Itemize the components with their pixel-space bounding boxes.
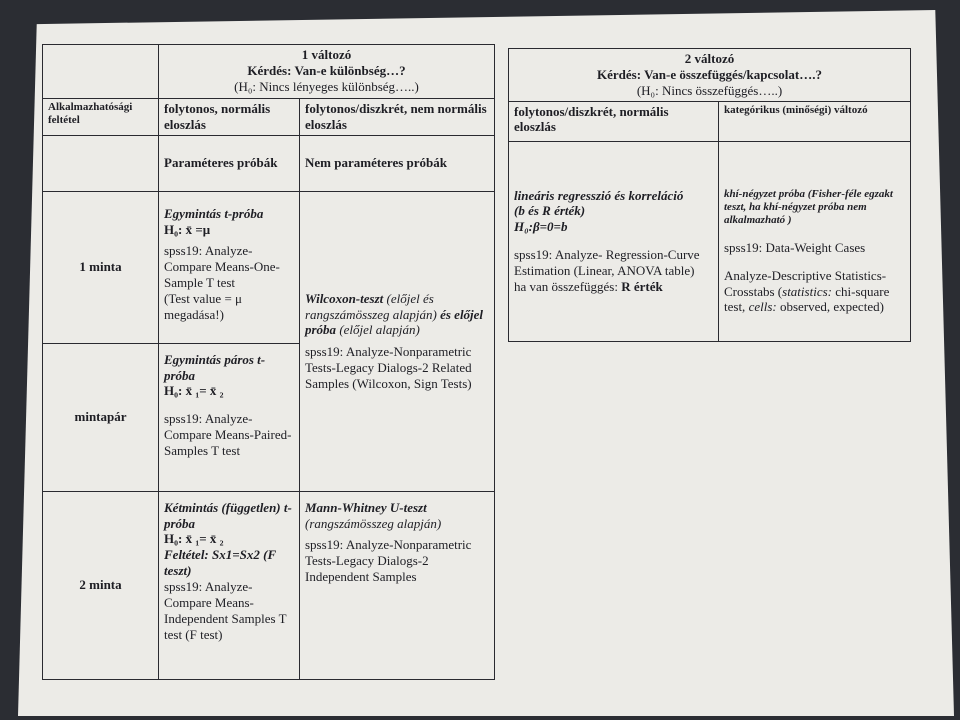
r1-param-cell <box>159 191 300 343</box>
alk-label: Alkalmazhatósági feltétel <box>43 99 159 136</box>
r3-h0: H₀: x̄ ₁= x̄ ₂ <box>164 531 224 547</box>
r1-h0: H₀: x̄ =μ <box>164 221 211 237</box>
empty-cell <box>43 135 159 191</box>
regression-spss: spss19: Analyze- Regression-Curve Estimation (Linear, ANOVA table) <box>514 247 700 279</box>
r2-h0: H₀: x̄ ₁= x̄ ₂ <box>164 383 224 399</box>
wilcoxon-and: és <box>440 306 451 322</box>
t2-header <box>509 49 911 102</box>
r1-note: (Test value = μ megadása!) <box>164 291 243 322</box>
wilcoxon-title: Wilcoxon-teszt <box>305 290 384 306</box>
sign-test-title: előjel próba <box>305 306 484 338</box>
mann-whitney-title: Mann-Whitney U-teszt <box>305 499 427 515</box>
t2-a-cell <box>509 141 719 341</box>
row-2-minta: 2 minta <box>43 491 159 679</box>
crosstabs-c: observed, expected) <box>776 299 884 315</box>
t2-b-cell <box>719 141 911 341</box>
r3-title: Kétmintás (független) t-próba <box>164 499 292 531</box>
r12-nonparam-cell <box>300 191 495 491</box>
r1-spss: spss19: Analyze-Compare Means-One-Sample T test <box>164 243 280 291</box>
regression-h0: H₀:β=0=b <box>514 219 568 235</box>
chi-square-title: khí-négyzet próba (Fisher-féle egzakt teszt, ha khí-négyzet próba nem alkalmazható ) <box>724 187 893 227</box>
r2-title: Egymintás páros t-próba <box>164 351 266 383</box>
t1-header <box>159 45 495 99</box>
r3-nonparam-cell <box>300 491 495 679</box>
t1-col-b: folytonos/diszkrét, nem normális eloszlás <box>300 99 495 136</box>
regression-if-bold: R érték <box>621 278 663 294</box>
sign-test-sub: (előjel alapján) <box>336 322 420 338</box>
crosstabs-b: chi-square test, <box>724 283 890 315</box>
regression-sub: (b és R érték) <box>514 203 586 219</box>
r12-spss: spss19: Analyze-Nonparametric Tests-Legacy Dialogs-2 Related Samples (Wilcoxon, Sign Tests) <box>305 344 472 391</box>
r2-spss: spss19: Analyze-Compare Means-Paired-Samples T test <box>164 411 292 459</box>
row-1-minta: 1 minta <box>43 191 159 343</box>
r1-title: Egymintás t-próba <box>164 205 264 221</box>
row-mintapar: mintapár <box>43 343 159 491</box>
param-label: Paraméteres próbák <box>159 135 300 191</box>
t2-col-b: kategórikus (minőségi) változó <box>719 101 911 141</box>
r3-condition: Feltétel: Sx1=Sx2 (F teszt) <box>164 547 276 579</box>
t1-h0: (H₀: Nincs lényeges különbség…..) <box>234 78 419 94</box>
t2-col-a: folytonos/diszkrét, normális eloszlás <box>509 101 719 141</box>
wilcoxon-sub: (előjel és rangszámösszeg alapján) <box>305 290 441 322</box>
t1-question: Kérdés: Van-e különbség…? <box>247 62 406 78</box>
chi-square-spss1: spss19: Data-Weight Cases <box>724 239 866 255</box>
mann-whitney-sub: (rangszámösszeg alapján) <box>305 515 442 531</box>
t1-col-a: folytonos, normális eloszlás <box>159 99 300 136</box>
r3-nonparam-spss: spss19: Analyze-Nonparametric Tests-Legacy Dialogs-2 Independent Samples <box>305 537 472 585</box>
t2-question: Kérdés: Van-e összefüggés/kapcsolat….? <box>597 66 822 82</box>
two-variable-table <box>508 48 911 342</box>
r3-param-cell <box>159 491 300 679</box>
regression-if: ha van összefüggés: <box>514 278 622 294</box>
empty-corner-cell <box>43 45 159 99</box>
t2-title: 2 változó <box>684 51 735 66</box>
crosstabs-stat: statistics: <box>782 283 832 299</box>
r3-spss: spss19: Analyze-Compare Means-Independent Samples T test (F test) <box>164 579 287 642</box>
regression-title: lineáris regresszió és korreláció <box>514 187 684 203</box>
one-variable-table <box>42 44 495 680</box>
t1-title: 1 változó <box>301 47 352 62</box>
r2-param-cell <box>159 343 300 491</box>
t2-h0: (H₀: Nincs összefüggés…..) <box>636 82 783 98</box>
crosstabs-cells: cells: <box>748 299 777 315</box>
crosstabs-a: Analyze-Descriptive Statistics-Crosstabs ( <box>724 267 887 299</box>
nonparam-label: Nem paraméteres próbák <box>300 135 495 191</box>
